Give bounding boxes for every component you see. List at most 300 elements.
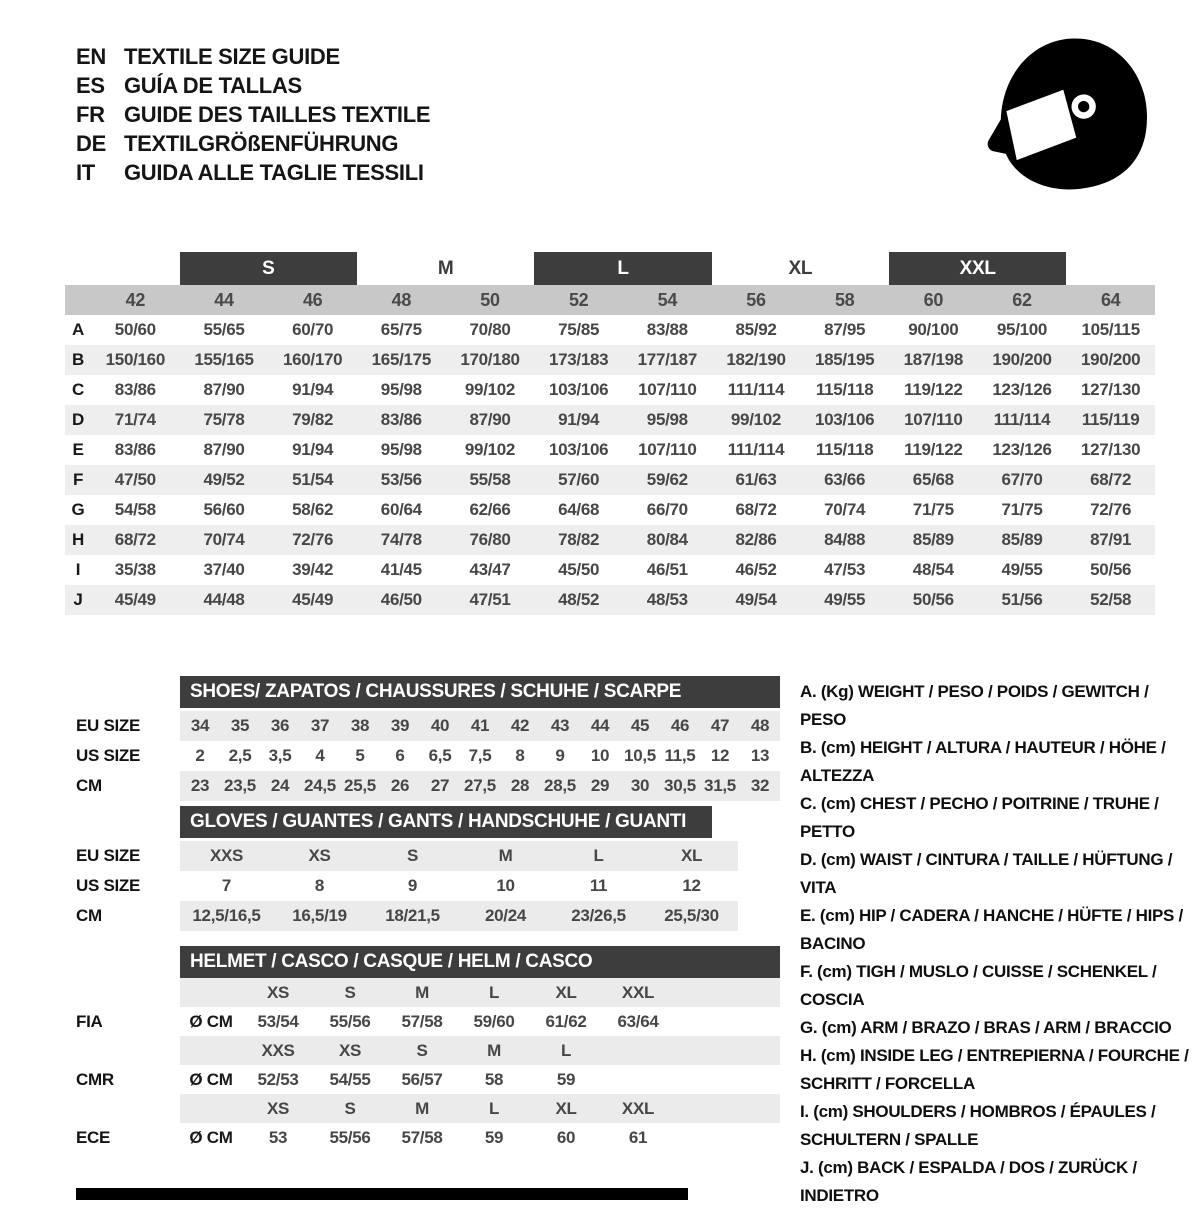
size-column-52: 52	[568, 290, 589, 310]
size-column-50: 50	[480, 290, 500, 310]
size-value: 119/122	[904, 440, 963, 459]
size-cell: 55/56	[329, 1012, 371, 1031]
gloves-section-title: GLOVES / GUANTES / GANTS / HANDSCHUHE / GUANTI	[180, 806, 712, 838]
size-cell: XS	[266, 1099, 290, 1118]
size-cell: 28	[510, 776, 530, 795]
measure-row-c	[65, 375, 1155, 405]
size-value: 45/50	[558, 560, 600, 579]
row-label: C	[72, 380, 84, 399]
size-value: 85/92	[735, 320, 777, 339]
size-cell: 6,5	[428, 746, 452, 765]
size-value: 83/86	[114, 380, 156, 399]
size-cell: 37	[310, 716, 330, 735]
guide-title-text: GUIDA ALLE TAGLIE TESSILI	[124, 160, 424, 185]
racing-helmet-icon	[978, 24, 1152, 204]
shoes-section-title: SHOES/ ZAPATOS / CHAUSSURES / SCHUHE / SCARPE	[180, 676, 780, 708]
size-values-row	[180, 711, 780, 741]
size-cell: 52/53	[257, 1070, 299, 1089]
size-cell: 35	[230, 716, 250, 735]
size-value: 50/56	[912, 590, 954, 609]
size-value: 107/110	[638, 380, 697, 399]
size-values-row	[180, 1036, 780, 1065]
guide-title-text: GUÍA DE TALLAS	[124, 73, 302, 98]
row-label	[65, 1036, 180, 1065]
size-value: 91/94	[558, 410, 600, 429]
size-value: 58/62	[292, 500, 334, 519]
size-value: 62/66	[469, 500, 511, 519]
size-values-row	[180, 1065, 780, 1094]
size-cell: S	[344, 1099, 356, 1118]
size-value: 57/60	[558, 470, 600, 489]
size-column-44: 44	[214, 290, 234, 310]
size-value: 111/114	[727, 440, 785, 459]
size-value: 71/75	[1001, 500, 1043, 519]
size-value: 45/49	[292, 590, 334, 609]
row-label: B	[72, 350, 84, 369]
size-value: 65/75	[380, 320, 422, 339]
size-cell: XS	[266, 983, 290, 1002]
size-cell: XS	[338, 1041, 362, 1060]
size-cell: 55/56	[329, 1128, 371, 1147]
size-value: 71/75	[912, 500, 954, 519]
size-value: 165/175	[371, 350, 431, 369]
size-cell: 8	[515, 746, 525, 765]
size-value: 68/72	[735, 500, 777, 519]
size-value: 63/66	[824, 470, 866, 489]
size-value: 64/68	[558, 500, 600, 519]
size-cell: 57/58	[401, 1012, 443, 1031]
size-value: 68/72	[114, 530, 156, 549]
size-value: 80/84	[646, 530, 688, 549]
size-cell: 24,5	[304, 776, 336, 795]
size-cell: 29	[590, 776, 610, 795]
size-value: 66/70	[646, 500, 688, 519]
size-cell: 27	[430, 776, 450, 795]
measure-row-a	[65, 315, 1155, 345]
size-cell: 26	[390, 776, 410, 795]
size-value: 87/91	[1090, 530, 1132, 549]
row-label: F	[72, 470, 84, 489]
size-value: 60/70	[292, 320, 334, 339]
size-value: 115/119	[1081, 410, 1140, 429]
size-value: 47/53	[824, 560, 866, 579]
size-value: 44/48	[203, 590, 245, 609]
size-value: 49/55	[1001, 560, 1043, 579]
guide-title-line	[76, 129, 430, 158]
legend-item: G. (cm) ARM / BRAZO / BRAS / ARM / BRACCIO	[800, 1018, 1172, 1037]
size-value: 70/74	[824, 500, 866, 519]
size-cell: 7	[221, 876, 232, 895]
size-value: 107/110	[638, 440, 697, 459]
size-value: 78/82	[558, 530, 600, 549]
size-value: 43/47	[469, 560, 511, 579]
size-value: 49/55	[824, 590, 866, 609]
size-cell: 10	[590, 746, 610, 765]
measure-row-b	[65, 345, 1155, 375]
row-label: US SIZE	[76, 746, 141, 765]
size-value: 72/76	[1090, 500, 1132, 519]
size-value: 61/63	[735, 470, 777, 489]
size-cell: 30,5	[664, 776, 696, 795]
size-cell: 10,5	[624, 746, 656, 765]
size-column-48: 48	[391, 290, 412, 310]
size-value: 87/95	[824, 320, 866, 339]
size-column-58: 58	[834, 290, 855, 310]
size-value: 50/56	[1090, 560, 1132, 579]
size-cell: 7,5	[468, 746, 492, 765]
size-values-row	[180, 978, 780, 1007]
size-values-row	[180, 1007, 780, 1036]
size-values-row	[180, 871, 738, 901]
size-value: 72/76	[292, 530, 334, 549]
size-cell: XS	[308, 846, 331, 865]
size-cell: 30	[630, 776, 650, 795]
measure-row-j	[65, 585, 1155, 615]
shoes-rows	[65, 711, 795, 801]
size-cell: L	[593, 846, 604, 865]
size-value: 182/190	[726, 350, 786, 369]
size-cell: 9	[407, 876, 418, 895]
row-label: FIA	[76, 1012, 103, 1031]
legend-item: C. (cm) CHEST / PECHO / POITRINE / TRUHE / PETTO	[800, 794, 1159, 841]
size-value: 155/165	[194, 350, 254, 369]
size-value: 46/52	[735, 560, 777, 579]
size-value: 173/183	[548, 350, 609, 369]
language-code: ES	[76, 73, 105, 98]
size-value: 187/198	[903, 350, 963, 369]
size-cell: 11	[589, 876, 608, 895]
size-value: 71/74	[114, 410, 156, 429]
row-label: A	[72, 320, 84, 339]
size-cell: 23/26,5	[571, 906, 626, 925]
size-value: 123/126	[992, 380, 1052, 399]
row-label: CM	[76, 906, 102, 925]
size-row	[65, 871, 795, 901]
size-cell: 31,5	[704, 776, 736, 795]
size-value: 76/80	[469, 530, 511, 549]
measure-row-e	[65, 435, 1155, 465]
size-column-46: 46	[302, 290, 323, 310]
guide-title-text: TEXTILE SIZE GUIDE	[124, 44, 340, 69]
size-band-m: M	[437, 258, 454, 279]
size-band-l: L	[534, 252, 711, 285]
language-code: IT	[76, 160, 95, 185]
row-label: G	[71, 500, 85, 519]
size-cell: 34	[190, 716, 210, 735]
size-value: 70/74	[203, 530, 245, 549]
size-value: 127/130	[1080, 440, 1141, 459]
size-row	[65, 1036, 795, 1065]
size-value: 67/70	[1001, 470, 1043, 489]
size-column-54: 54	[657, 290, 678, 310]
size-value: 47/51	[469, 590, 511, 609]
size-cell: 4	[315, 746, 325, 765]
size-column-64: 64	[1100, 290, 1121, 310]
size-value: 103/106	[814, 410, 875, 429]
size-row	[65, 901, 795, 931]
spacer	[65, 806, 180, 838]
diameter-cm-cell	[180, 978, 242, 1007]
spacer	[65, 676, 180, 708]
size-column-56: 56	[746, 290, 766, 310]
guide-title-line	[76, 158, 430, 187]
size-value: 115/118	[815, 440, 874, 459]
gloves-title-row	[65, 806, 795, 838]
size-cell: M	[487, 1041, 501, 1060]
size-cell: L	[560, 1041, 572, 1060]
helmet-rows	[65, 978, 795, 1152]
diameter-cm-cell: Ø CM	[189, 1128, 233, 1147]
size-value: 95/100	[996, 320, 1048, 339]
size-cell: 59	[484, 1128, 504, 1147]
size-values-row	[180, 1094, 780, 1123]
size-cell: XXL	[621, 983, 655, 1002]
size-cell: 47	[710, 716, 730, 735]
size-row	[65, 841, 795, 871]
size-value: 111/114	[993, 410, 1051, 429]
size-cell: 60	[556, 1128, 576, 1147]
size-value: 95/98	[646, 410, 688, 429]
size-cell: 25,5/30	[664, 906, 719, 925]
size-value: 115/118	[815, 380, 874, 399]
size-cell: 6	[395, 746, 405, 765]
size-cell: 11,5	[664, 746, 696, 765]
helmet-size-section	[65, 946, 795, 1152]
guide-title-line	[76, 71, 430, 100]
size-value: 39/42	[292, 560, 334, 579]
size-column-42: 42	[125, 290, 146, 310]
size-cell: 25,5	[344, 776, 376, 795]
size-value: 75/85	[558, 320, 600, 339]
measurement-legend	[800, 678, 1192, 1210]
row-label: E	[72, 440, 84, 459]
size-cell: 18/21,5	[385, 906, 440, 925]
measure-row-h	[65, 525, 1155, 555]
row-label: EU SIZE	[76, 716, 141, 735]
size-value: 41/45	[380, 560, 422, 579]
size-value: 37/40	[203, 560, 245, 579]
size-row	[65, 1007, 795, 1036]
measure-row-i	[65, 555, 1155, 585]
guide-title-text: GUIDE DES TAILLES TEXTILE	[124, 102, 431, 127]
diameter-cm-cell	[180, 1094, 242, 1123]
size-value: 99/102	[730, 410, 782, 429]
row-label: EU SIZE	[76, 846, 141, 865]
size-value: 105/115	[1081, 320, 1140, 339]
size-cell: S	[416, 1041, 428, 1060]
size-cell: XXS	[209, 846, 244, 865]
size-value: 35/38	[114, 560, 156, 579]
size-value: 59/62	[646, 470, 688, 489]
legend-item: H. (cm) INSIDE LEG / ENTREPIERNA / FOURCHE / SCHRITT / FORCELLA	[800, 1046, 1189, 1093]
measure-row-g	[65, 495, 1155, 525]
row-label: CM	[76, 776, 102, 795]
size-value: 190/200	[992, 350, 1052, 369]
spacer	[65, 946, 180, 975]
size-value: 150/160	[105, 350, 165, 369]
shoes-size-section	[65, 676, 795, 801]
size-cell: 59/60	[473, 1012, 515, 1031]
size-value: 68/72	[1090, 470, 1132, 489]
legend-item: F. (cm) TIGH / MUSLO / CUISSE / SCHENKEL / COSCIA	[800, 962, 1157, 1009]
size-cell: XL	[555, 983, 577, 1002]
size-value: 48/53	[646, 590, 688, 609]
size-value: 111/114	[727, 380, 785, 399]
size-cell: 32	[750, 776, 770, 795]
size-column-60: 60	[923, 290, 944, 310]
size-value: 49/54	[735, 590, 777, 609]
size-value: 95/98	[380, 380, 422, 399]
size-row	[65, 1065, 795, 1094]
size-cell: 43	[550, 716, 570, 735]
size-cell: 53/54	[257, 1012, 299, 1031]
size-value: 84/88	[824, 530, 866, 549]
size-cell: 45	[630, 716, 650, 735]
size-cell: 59	[556, 1070, 576, 1089]
size-cell: 42	[510, 716, 530, 735]
size-row	[65, 978, 795, 1007]
size-values-row	[180, 841, 738, 871]
size-row	[65, 741, 795, 771]
size-band-s: S	[180, 252, 357, 285]
size-value: 82/86	[735, 530, 777, 549]
row-label: I	[75, 560, 81, 579]
size-cell: 27,5	[464, 776, 496, 795]
guide-title-line	[76, 42, 430, 71]
language-code: DE	[76, 131, 106, 156]
size-cell: 36	[270, 716, 290, 735]
size-cell: 61/62	[545, 1012, 587, 1031]
row-label: ECE	[76, 1128, 111, 1147]
textile-size-table	[65, 252, 1155, 615]
size-band-xxl: XXL	[889, 252, 1066, 285]
size-value: 99/102	[464, 380, 516, 399]
size-cell: 23	[190, 776, 210, 795]
size-value: 48/54	[912, 560, 954, 579]
helmet-title-row	[65, 946, 795, 975]
guide-title-line	[76, 100, 430, 129]
size-cell: 53	[268, 1128, 288, 1147]
size-cell: 23,5	[224, 776, 256, 795]
size-cell: M	[415, 983, 429, 1002]
size-value: 87/90	[203, 440, 245, 459]
shoes-title-row	[65, 676, 795, 708]
size-cell: 10	[496, 876, 515, 895]
size-value: 107/110	[904, 410, 963, 429]
legend-item: D. (cm) WAIST / CINTURA / TAILLE / HÜFTUNG / VITA	[800, 850, 1173, 897]
size-value: 103/106	[548, 440, 609, 459]
size-cell: 9	[555, 746, 565, 765]
size-value: 79/82	[292, 410, 334, 429]
size-value: 47/50	[114, 470, 156, 489]
size-cell: 13	[750, 746, 770, 765]
size-number-row	[65, 285, 1155, 315]
size-cell: S	[344, 983, 356, 1002]
size-cell: L	[488, 983, 500, 1002]
gloves-rows	[65, 841, 795, 931]
size-bands-row	[65, 252, 1155, 285]
diameter-cm-cell: Ø CM	[189, 1012, 233, 1031]
size-value: 85/89	[912, 530, 954, 549]
size-column-62: 62	[1012, 290, 1032, 310]
size-cell: 20/24	[484, 906, 527, 925]
size-cell: 12,5/16,5	[192, 906, 261, 925]
size-value: 87/90	[203, 380, 245, 399]
title-block	[76, 42, 430, 187]
size-cell: 28,5	[544, 776, 576, 795]
size-value: 119/122	[904, 380, 963, 399]
guide-title-text: TEXTILGRÖßENFÜHRUNG	[124, 131, 399, 156]
helmet-section-title: HELMET / CASCO / CASQUE / HELM / CASCO	[180, 946, 780, 978]
size-value: 51/56	[1001, 590, 1043, 609]
size-row	[65, 711, 795, 741]
size-value: 48/52	[558, 590, 600, 609]
size-cell	[602, 1036, 674, 1065]
size-cell: 3,5	[268, 746, 292, 765]
row-label: H	[72, 530, 84, 549]
legend-item: A. (Kg) WEIGHT / PESO / POIDS / GEWITCH / PESO	[800, 682, 1149, 729]
size-value: 50/60	[114, 320, 156, 339]
size-value: 87/90	[469, 410, 511, 429]
language-code: EN	[76, 44, 106, 69]
size-cell: XXS	[261, 1041, 295, 1060]
size-values-row	[180, 1123, 780, 1152]
size-value: 83/86	[114, 440, 156, 459]
gloves-size-section	[65, 806, 795, 931]
size-value: 46/50	[380, 590, 422, 609]
size-value: 56/60	[203, 500, 245, 519]
size-value: 103/106	[548, 380, 609, 399]
size-cell: M	[498, 846, 513, 865]
size-cell: 2,5	[228, 746, 252, 765]
size-cell: 12	[682, 876, 701, 895]
size-cell: 16,5/19	[292, 906, 347, 925]
size-cell: 61	[628, 1128, 648, 1147]
size-cell: 40	[430, 716, 450, 735]
size-cell: S	[406, 846, 419, 865]
size-value: 83/88	[646, 320, 688, 339]
size-value: 170/180	[460, 350, 520, 369]
row-label: US SIZE	[76, 876, 141, 895]
size-cell: 8	[314, 876, 325, 895]
size-value: 65/68	[912, 470, 954, 489]
size-cell: 12	[710, 746, 730, 765]
size-value: 85/89	[1001, 530, 1043, 549]
size-cell: 54/55	[329, 1070, 371, 1089]
size-row	[65, 771, 795, 801]
size-value: 51/54	[292, 470, 334, 489]
size-cell: 38	[350, 716, 370, 735]
size-value: 91/94	[292, 380, 334, 399]
size-value: 60/64	[380, 500, 422, 519]
size-value: 55/58	[469, 470, 511, 489]
size-value: 75/78	[203, 410, 245, 429]
size-row	[65, 1123, 795, 1152]
legend-item: E. (cm) HIP / CADERA / HANCHE / HÜFTE / HIPS / BACINO	[800, 906, 1183, 953]
size-cell: XL	[555, 1099, 577, 1118]
size-value: 95/98	[380, 440, 422, 459]
measure-row-f	[65, 465, 1155, 495]
size-cell: 57/58	[401, 1128, 443, 1147]
size-cell: 5	[355, 746, 365, 765]
diameter-cm-cell	[180, 1036, 242, 1065]
size-value: 177/187	[637, 350, 697, 369]
size-cell: 39	[390, 716, 410, 735]
size-value: 185/195	[814, 350, 875, 369]
size-value: 127/130	[1080, 380, 1141, 399]
legend-item: J. (cm) BACK / ESPALDA / DOS / ZURÜCK / INDIETRO	[800, 1158, 1137, 1205]
size-cell: XL	[680, 846, 703, 865]
